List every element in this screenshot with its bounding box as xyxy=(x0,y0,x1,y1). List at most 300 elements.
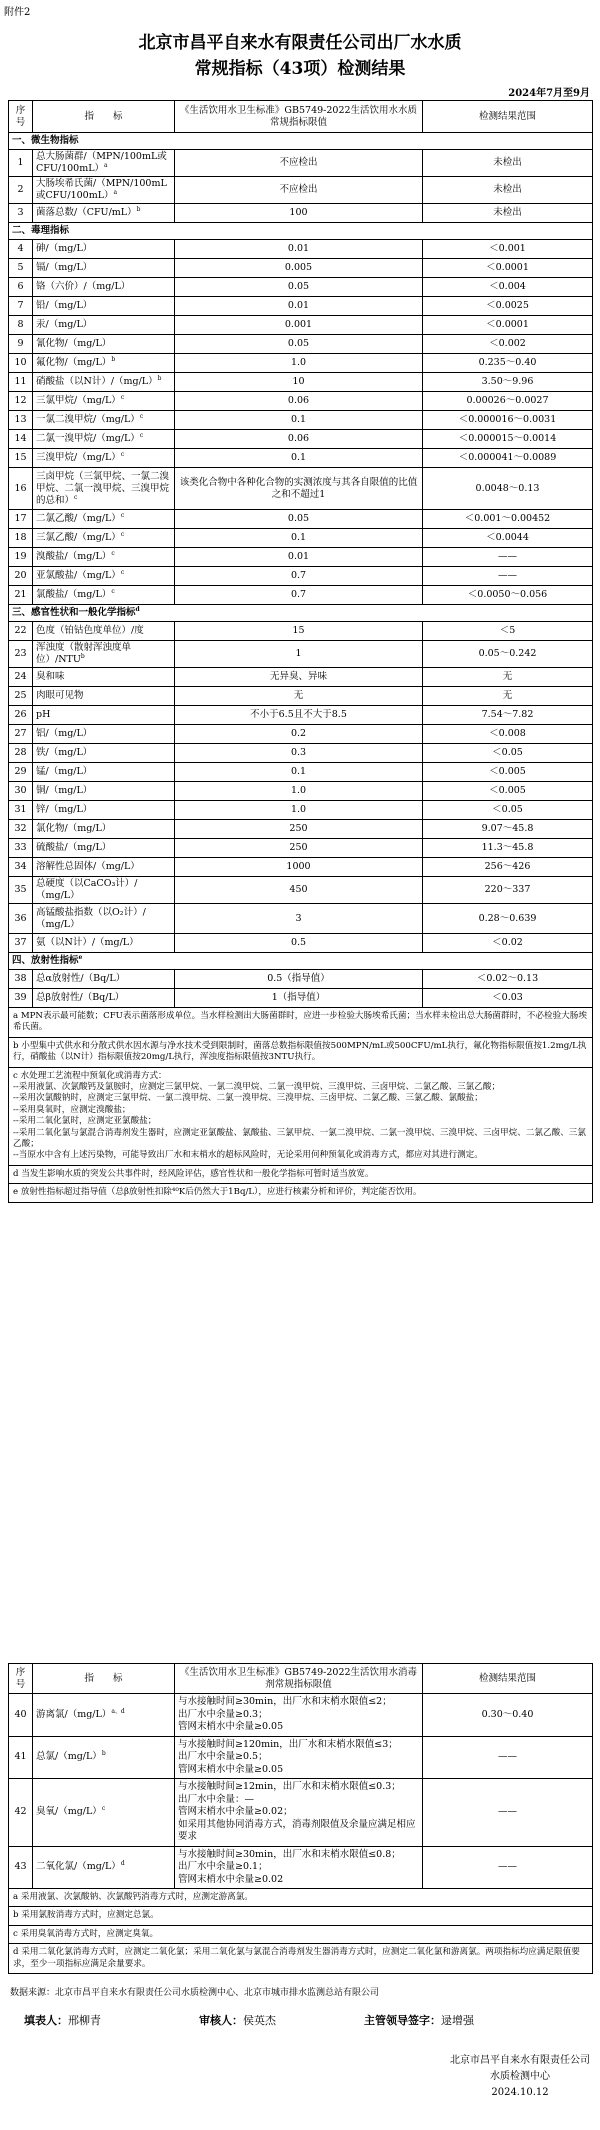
limit-value: 该类化合物中各种化合物的实测浓度与其各自限值的比值之和不超过1 xyxy=(175,468,423,510)
indicator-name-text: 氨（以N计）/（mg/L） xyxy=(36,937,139,948)
indicator-name xyxy=(33,548,175,567)
row-number: 36 xyxy=(9,904,33,934)
table-row xyxy=(9,468,593,510)
note-line: --采用二氧化氯时，应测定亚氯酸盐； xyxy=(13,1116,157,1127)
row-number: 28 xyxy=(9,744,33,763)
footnote-mark: c xyxy=(120,512,125,519)
limit-line: 出厂水中余量≥0.5； xyxy=(178,1751,268,1762)
indicator-name xyxy=(33,529,175,548)
limit-value: 不小于6.5且不大于8.5 xyxy=(175,706,423,725)
indicator-name xyxy=(33,934,175,953)
limit-value: 100 xyxy=(175,204,423,223)
footnote-mark: b xyxy=(80,653,85,660)
indicator-name xyxy=(33,449,175,468)
result-range: ＜0.008 xyxy=(423,725,593,744)
limit-value: 1.0 xyxy=(175,801,423,820)
note-row xyxy=(9,1037,593,1067)
limit-value xyxy=(175,1846,423,1889)
indicator-name-text: 氯化物/（mg/L） xyxy=(36,823,112,834)
limit-value: 0.2 xyxy=(175,725,423,744)
table-row xyxy=(9,240,593,259)
report-period: 2024年7月至9月 xyxy=(508,88,590,99)
result-range: —— xyxy=(423,1736,593,1779)
reviewer-name: 侯英杰 xyxy=(243,2014,276,2027)
row-number: 5 xyxy=(9,259,33,278)
section-row xyxy=(9,223,593,240)
note-row xyxy=(9,1944,593,1974)
indicator-name xyxy=(33,392,175,411)
note-text xyxy=(9,1008,593,1038)
result-range: ＜0.000015～0.0014 xyxy=(423,430,593,449)
result-range: ＜0.0050～0.056 xyxy=(423,586,593,605)
row-number: 10 xyxy=(9,354,33,373)
indicator-name-text: 溶解性总固体/（mg/L） xyxy=(36,861,140,872)
note-row xyxy=(9,1184,593,1202)
note-line: e 放射性指标超过指导值（总β放射性扣除⁴⁰K后仍然大于1Bq/L），应进行核素分析和评价，判定能否饮用。 xyxy=(13,1187,422,1198)
limit-line: 出厂水中余量：— xyxy=(178,1793,255,1805)
limit-value: 0.05 xyxy=(175,335,423,354)
indicator-name-text: 铁/（mg/L） xyxy=(36,747,93,758)
indicator-name xyxy=(33,1779,175,1847)
note-text: b 采用氯胺消毒方式时，应测定总氯。 xyxy=(9,1907,593,1925)
row-number: 7 xyxy=(9,297,33,316)
limit-line: 出厂水中余量≥0.1； xyxy=(178,1861,268,1872)
indicator-name xyxy=(33,430,175,449)
indicator-name xyxy=(33,622,175,641)
indicator-name-text: 臭和味 xyxy=(36,671,65,682)
note-line: --采用次氯酸钠时，应测定三氯甲烷、一氯二溴甲烷、二氯一溴甲烷、三溴甲烷、三卤甲烷、二氯乙酸、三氯乙酸、氯酸盐； xyxy=(13,1093,483,1104)
limit-value: 0.1 xyxy=(175,529,423,548)
limit-value: 0.5（指导值） xyxy=(175,970,423,989)
footnote-mark: b xyxy=(157,375,162,382)
table-row xyxy=(9,820,593,839)
page-title xyxy=(0,30,600,82)
limit-line: 管网末梢水中余量≥0.02； xyxy=(178,1806,293,1817)
reviewer-label: 审核人： xyxy=(199,2014,243,2027)
indicator-name xyxy=(33,278,175,297)
signature-row xyxy=(24,2012,590,2028)
t2-header-limit: 《生活饮用水卫生标准》GB5749-2022生活饮用水消毒剂常规指标限值 xyxy=(175,1664,423,1694)
filler-label: 填表人： xyxy=(24,2014,68,2027)
section-title xyxy=(9,133,593,150)
indicator-name-text: 硝酸盐（以N计）/（mg/L） xyxy=(36,376,158,387)
indicator-name xyxy=(33,373,175,392)
row-number: 9 xyxy=(9,335,33,354)
note-line: --采用臭氧时，应测定溴酸盐； xyxy=(13,1104,131,1115)
footnote-mark: c xyxy=(101,1805,106,1813)
result-range: 0.30～0.40 xyxy=(423,1694,593,1737)
result-range: ＜0.0001 xyxy=(423,316,593,335)
indicator-name xyxy=(33,567,175,586)
note-text: a 采用液氯、次氯酸钠、次氯酸钙消毒方式时，应测定游离氯。 xyxy=(9,1889,593,1907)
table-row xyxy=(9,782,593,801)
row-number: 39 xyxy=(9,989,33,1008)
limit-value: 250 xyxy=(175,820,423,839)
row-number: 15 xyxy=(9,449,33,468)
limit-value: 0.1 xyxy=(175,449,423,468)
note-line: --当原水中含有上述污染物，可能导致出厂水和末梢水的超标风险时，无论采用何种预氧化或消毒方式，都应对其进行测定。 xyxy=(13,1150,483,1161)
table-row xyxy=(9,586,593,605)
indicator-name-text: 色度（铂钴色度单位）/度 xyxy=(36,625,144,636)
row-number: 24 xyxy=(9,668,33,687)
table-row xyxy=(9,278,593,297)
note-text xyxy=(9,1037,593,1067)
table-row xyxy=(9,858,593,877)
indicator-name-text: pH xyxy=(36,709,51,720)
row-number: 18 xyxy=(9,529,33,548)
row-number: 42 xyxy=(9,1779,33,1847)
indicator-name-text: 二氯乙酸/（mg/L） xyxy=(36,513,121,524)
table-row xyxy=(9,801,593,820)
filler-name: 邢柳青 xyxy=(68,2014,101,2027)
table-row xyxy=(9,989,593,1008)
t2-header-result: 检测结果范围 xyxy=(423,1664,593,1694)
indicator-name xyxy=(33,641,175,668)
indicator-name-text: 肉眼可见物 xyxy=(36,690,84,701)
row-number: 32 xyxy=(9,820,33,839)
row-number: 4 xyxy=(9,240,33,259)
row-number: 1 xyxy=(9,150,33,177)
note-row xyxy=(9,1925,593,1943)
row-number: 37 xyxy=(9,934,33,953)
table-row xyxy=(9,706,593,725)
limit-line: 与水接触时间≥12min，出厂水和末梢水限值≤0.3； xyxy=(178,1781,401,1792)
indicator-name xyxy=(33,335,175,354)
section-title xyxy=(9,223,593,240)
indicator-name-text: 大肠埃希氏菌/（MPN/100mL或CFU/100mL） xyxy=(36,178,167,201)
disinfectant-row xyxy=(9,1779,593,1847)
disinfectant-row xyxy=(9,1736,593,1779)
water-quality-table xyxy=(8,100,593,1203)
limit-value: 0.06 xyxy=(175,430,423,449)
section-footnote-mark: e xyxy=(78,954,83,961)
result-range: 0.00026～0.0027 xyxy=(423,392,593,411)
table-row xyxy=(9,687,593,706)
row-number: 30 xyxy=(9,782,33,801)
result-range: ＜0.0001 xyxy=(423,259,593,278)
row-number: 40 xyxy=(9,1694,33,1737)
indicator-name-text: 总大肠菌群/（MPN/100mL或CFU/100mL） xyxy=(36,151,167,174)
section-title-text: 三、感官性状和一般化学指标 xyxy=(12,607,136,618)
result-range: —— xyxy=(423,548,593,567)
note-row xyxy=(9,1889,593,1907)
indicator-name xyxy=(33,510,175,529)
t2-header-indicator: 指 标 xyxy=(33,1664,175,1694)
indicator-name-text: 二氧化氯/（mg/L） xyxy=(36,1861,121,1873)
note-text xyxy=(9,1067,593,1165)
row-number: 17 xyxy=(9,510,33,529)
limit-value: 0.005 xyxy=(175,259,423,278)
limit-value: 0.06 xyxy=(175,392,423,411)
indicator-name xyxy=(33,150,175,177)
table-row xyxy=(9,548,593,567)
footnote-mark: d xyxy=(120,1860,125,1868)
limit-value: 0.05 xyxy=(175,278,423,297)
limit-value xyxy=(175,1779,423,1847)
note-text: c 采用臭氧消毒方式时，应测定臭氧。 xyxy=(9,1925,593,1943)
annex-label: 附件2 xyxy=(4,7,31,18)
limit-value: 1 xyxy=(175,641,423,668)
table-row xyxy=(9,392,593,411)
table-row xyxy=(9,567,593,586)
note-row xyxy=(9,1907,593,1925)
note-line: b 小型集中式供水和分散式供水因水源与净水技术受到限制时，菌落总数指标限值按500MPN/mL或500CFU/mL执行，氟化物指标限值按1.2mg/L执行，硝酸盐（以N计）指标限值按20mg/L执行，浑浊度指标限值按3NTU执行。 xyxy=(13,1040,587,1063)
row-number: 14 xyxy=(9,430,33,449)
indicator-name xyxy=(33,904,175,934)
footnote-mark: c xyxy=(74,493,78,501)
result-range: ＜0.002 xyxy=(423,335,593,354)
result-range: ＜0.0025 xyxy=(423,297,593,316)
row-number: 25 xyxy=(9,687,33,706)
header-result: 检测结果范围 xyxy=(423,101,593,133)
indicator-name-text: 总硬度（以CaCO₃计）/（mg/L） xyxy=(36,878,138,901)
indicator-name xyxy=(33,204,175,223)
result-range: ＜0.005 xyxy=(423,782,593,801)
result-range: ＜0.004 xyxy=(423,278,593,297)
header-no: 序号 xyxy=(9,101,33,133)
indicator-name-text: 游离氯/（mg/L） xyxy=(36,1708,112,1720)
header-indicator: 指 标 xyxy=(33,101,175,133)
indicator-name-text: 铅/（mg/L） xyxy=(36,300,93,311)
row-number: 41 xyxy=(9,1736,33,1779)
result-range: 未检出 xyxy=(423,204,593,223)
row-number: 31 xyxy=(9,801,33,820)
indicator-name xyxy=(33,687,175,706)
limit-line: 与水接触时间≥30min，出厂水和末梢水限值≤0.8； xyxy=(178,1848,401,1860)
indicator-name xyxy=(33,297,175,316)
indicator-name-text: 铬（六价）/（mg/L） xyxy=(36,281,131,292)
indicator-name xyxy=(33,240,175,259)
indicator-name xyxy=(33,839,175,858)
row-number: 19 xyxy=(9,548,33,567)
result-range: ＜0.005 xyxy=(423,763,593,782)
table-row xyxy=(9,449,593,468)
indicator-name-text: 一氯二溴甲烷/（mg/L） xyxy=(36,414,140,425)
issuing-org xyxy=(450,2053,590,2101)
footnote-mark: b xyxy=(111,356,116,363)
section-row xyxy=(9,953,593,970)
section-title xyxy=(9,605,593,622)
table-row xyxy=(9,877,593,904)
limit-value: 0.01 xyxy=(175,548,423,567)
table-row xyxy=(9,970,593,989)
indicator-name xyxy=(33,858,175,877)
section-title-text: 二、毒理指标 xyxy=(12,225,70,236)
table-row xyxy=(9,529,593,548)
footnote-mark: a xyxy=(104,162,108,169)
table-row xyxy=(9,316,593,335)
limit-value xyxy=(175,1694,423,1737)
footnote-mark: a xyxy=(113,189,118,196)
section-title-text: 四、放射性指标 xyxy=(12,955,79,966)
indicator-name xyxy=(33,177,175,204)
table-row xyxy=(9,259,593,278)
row-number: 26 xyxy=(9,706,33,725)
table-row xyxy=(9,430,593,449)
row-number: 11 xyxy=(9,373,33,392)
indicator-name-text: 臭氧/（mg/L） xyxy=(36,1806,102,1818)
limit-line: 出厂水中余量≥0.3； xyxy=(178,1708,268,1720)
note-row xyxy=(9,1067,593,1165)
result-range: 0.235～0.40 xyxy=(423,354,593,373)
section-title-text: 一、微生物指标 xyxy=(12,135,79,146)
row-number: 2 xyxy=(9,177,33,204)
table-row xyxy=(9,335,593,354)
indicator-name xyxy=(33,744,175,763)
note-row xyxy=(9,1008,593,1038)
note-line: --采用二氧化氯与氯混合消毒剂发生器时，应测定亚氯酸盐、氯酸盐、三氯甲烷、一氯二溴甲烷、二氯一溴甲烷、三溴甲烷、三卤甲烷、二氯乙酸、三氯乙酸； xyxy=(13,1127,586,1150)
row-number: 34 xyxy=(9,858,33,877)
note-text xyxy=(9,1165,593,1183)
section-title xyxy=(9,953,593,970)
limit-line: 与水接触时间≥120min，出厂水和末梢水限值≤3； xyxy=(178,1738,398,1750)
indicator-name-text: 总氯/（mg/L） xyxy=(36,1751,102,1763)
row-number: 22 xyxy=(9,622,33,641)
footnote-mark: c xyxy=(111,588,115,595)
limit-value: 无异臭、异味 xyxy=(175,668,423,687)
indicator-name xyxy=(33,1736,175,1779)
limit-value: 0.01 xyxy=(175,297,423,316)
limit-line: 管网末梢水中余量≥0.02 xyxy=(178,1873,284,1885)
limit-value: 250 xyxy=(175,839,423,858)
limit-value: 450 xyxy=(175,877,423,904)
footnote-mark: c xyxy=(120,569,125,576)
table-row xyxy=(9,354,593,373)
limit-line: 管网末梢水中余量≥0.05 xyxy=(178,1721,284,1732)
note-line: a MPN表示最可能数；CFU表示菌落形成单位。当水样检测出大肠菌群时，应进一步检验大肠埃希氏菌；当水样未检出总大肠菌群时，不必检验大肠埃希氏菌。 xyxy=(13,1011,587,1033)
disinfectant-row xyxy=(9,1846,593,1889)
footnote-mark: b xyxy=(101,1750,106,1758)
indicator-name-text: 氟化物/（mg/L） xyxy=(36,357,112,368)
result-range: ＜0.000016～0.0031 xyxy=(423,411,593,430)
indicator-name-text: 菌落总数/（CFU/mL） xyxy=(36,207,137,218)
note-line: --采用液氯、次氯酸钙及氯胺时，应测定三氯甲烷、一氯二溴甲烷、二氯一溴甲烷、三溴甲烷、三卤甲烷、二氯乙酸、三氯乙酸； xyxy=(13,1082,501,1093)
section-row xyxy=(9,133,593,150)
indicator-name-text: 氰化物/（mg/L） xyxy=(36,338,112,349)
note-row xyxy=(9,1165,593,1183)
indicator-name xyxy=(33,468,175,510)
row-number: 23 xyxy=(9,641,33,668)
indicator-name xyxy=(33,782,175,801)
title-line-2: 常规指标（43项）检测结果 xyxy=(194,59,406,79)
indicator-name xyxy=(33,877,175,904)
table-row xyxy=(9,150,593,177)
result-range: ＜0.001 xyxy=(423,240,593,259)
disinfectant-row xyxy=(9,1694,593,1737)
indicator-name-text: 氯酸盐/（mg/L） xyxy=(36,589,112,600)
table-row xyxy=(9,204,593,223)
limit-value: 10 xyxy=(175,373,423,392)
limit-value: 1.0 xyxy=(175,354,423,373)
row-number: 12 xyxy=(9,392,33,411)
result-range: ＜0.000041～0.0089 xyxy=(423,449,593,468)
indicator-name xyxy=(33,259,175,278)
footnote-mark: c xyxy=(120,394,125,401)
indicator-name-text: 砷/（mg/L） xyxy=(36,243,93,254)
limit-value: 0.3 xyxy=(175,744,423,763)
indicator-name xyxy=(33,1694,175,1737)
footnote-mark: c xyxy=(111,550,115,557)
org-date: 2024.10.12 xyxy=(491,2087,549,2098)
note-text: d 采用二氧化氯消毒方式时，应测定二氧化氯；采用二氧化氯与氯混合消毒剂发生器消毒方式时，应测定二氧化氯和游离氯。两项指标均应满足限值要求，至少一项指标应满足余量要求。 xyxy=(9,1944,593,1974)
table-row xyxy=(9,668,593,687)
table-row xyxy=(9,373,593,392)
row-number: 43 xyxy=(9,1846,33,1889)
result-range: —— xyxy=(423,567,593,586)
indicator-name xyxy=(33,706,175,725)
indicator-name-text: 铝/（mg/L） xyxy=(36,728,93,739)
limit-value: 0.05 xyxy=(175,510,423,529)
result-range: 0.05～0.242 xyxy=(423,641,593,668)
result-range: 9.07～45.8 xyxy=(423,820,593,839)
result-range: ＜0.0044 xyxy=(423,529,593,548)
org-name: 北京市昌平自来水有限责任公司 xyxy=(450,2055,590,2066)
result-range: ＜0.05 xyxy=(423,801,593,820)
section-row xyxy=(9,605,593,622)
result-range: ＜0.001～0.00452 xyxy=(423,510,593,529)
limit-value: 无 xyxy=(175,687,423,706)
indicator-name-text: 总α放射性/（Bq/L） xyxy=(36,973,126,984)
section-footnote-mark: d xyxy=(135,606,140,613)
indicator-name xyxy=(33,970,175,989)
result-range: ＜0.03 xyxy=(423,989,593,1008)
limit-value: 0.7 xyxy=(175,586,423,605)
result-range: 0.28～0.639 xyxy=(423,904,593,934)
indicator-name-text: 汞/（mg/L） xyxy=(36,319,93,330)
disinfectant-table xyxy=(8,1663,593,1974)
t2-header-no: 序号 xyxy=(9,1664,33,1694)
row-number: 8 xyxy=(9,316,33,335)
note-line: c 水处理工艺流程中预氧化或消毒方式： xyxy=(13,1070,167,1081)
limit-value: 1（指导值） xyxy=(175,989,423,1008)
indicator-name xyxy=(33,801,175,820)
table-row xyxy=(9,510,593,529)
indicator-name xyxy=(33,316,175,335)
limit-value: 不应检出 xyxy=(175,150,423,177)
footnote-mark: c xyxy=(120,451,125,458)
limit-value: 不应检出 xyxy=(175,177,423,204)
org-department: 水质检测中心 xyxy=(490,2071,550,2082)
footnote-mark: c xyxy=(139,413,144,420)
indicator-name xyxy=(33,586,175,605)
result-range: 无 xyxy=(423,687,593,706)
indicator-name xyxy=(33,354,175,373)
limit-value: 15 xyxy=(175,622,423,641)
indicator-name-text: 三卤甲烷（三氯甲烷、一氯二溴甲烷、二氯一溴甲烷、三溴甲烷的总和） xyxy=(36,470,170,506)
table-row xyxy=(9,177,593,204)
row-number: 29 xyxy=(9,763,33,782)
result-range: 未检出 xyxy=(423,150,593,177)
indicator-name-text: 硫酸盐/（mg/L） xyxy=(36,842,112,853)
table-row xyxy=(9,622,593,641)
result-range: —— xyxy=(423,1846,593,1889)
table-row xyxy=(9,904,593,934)
limit-value: 0.01 xyxy=(175,240,423,259)
indicator-name-text: 锌/（mg/L） xyxy=(36,804,93,815)
indicator-name-text: 总β放射性/（Bq/L） xyxy=(36,992,125,1003)
result-range: 0.0048～0.13 xyxy=(423,468,593,510)
table-row xyxy=(9,411,593,430)
indicator-name-text: 浑浊度（散射浑浊度单位）/NTU xyxy=(36,642,132,665)
result-range: 7.54～7.82 xyxy=(423,706,593,725)
result-range: 11.3～45.8 xyxy=(423,839,593,858)
limit-line: 管网末梢水中余量≥0.05 xyxy=(178,1763,284,1775)
limit-value: 0.001 xyxy=(175,316,423,335)
signer-label: 主管领导签字： xyxy=(364,2014,441,2027)
note-text xyxy=(9,1184,593,1202)
row-number: 33 xyxy=(9,839,33,858)
limit-value: 1.0 xyxy=(175,782,423,801)
